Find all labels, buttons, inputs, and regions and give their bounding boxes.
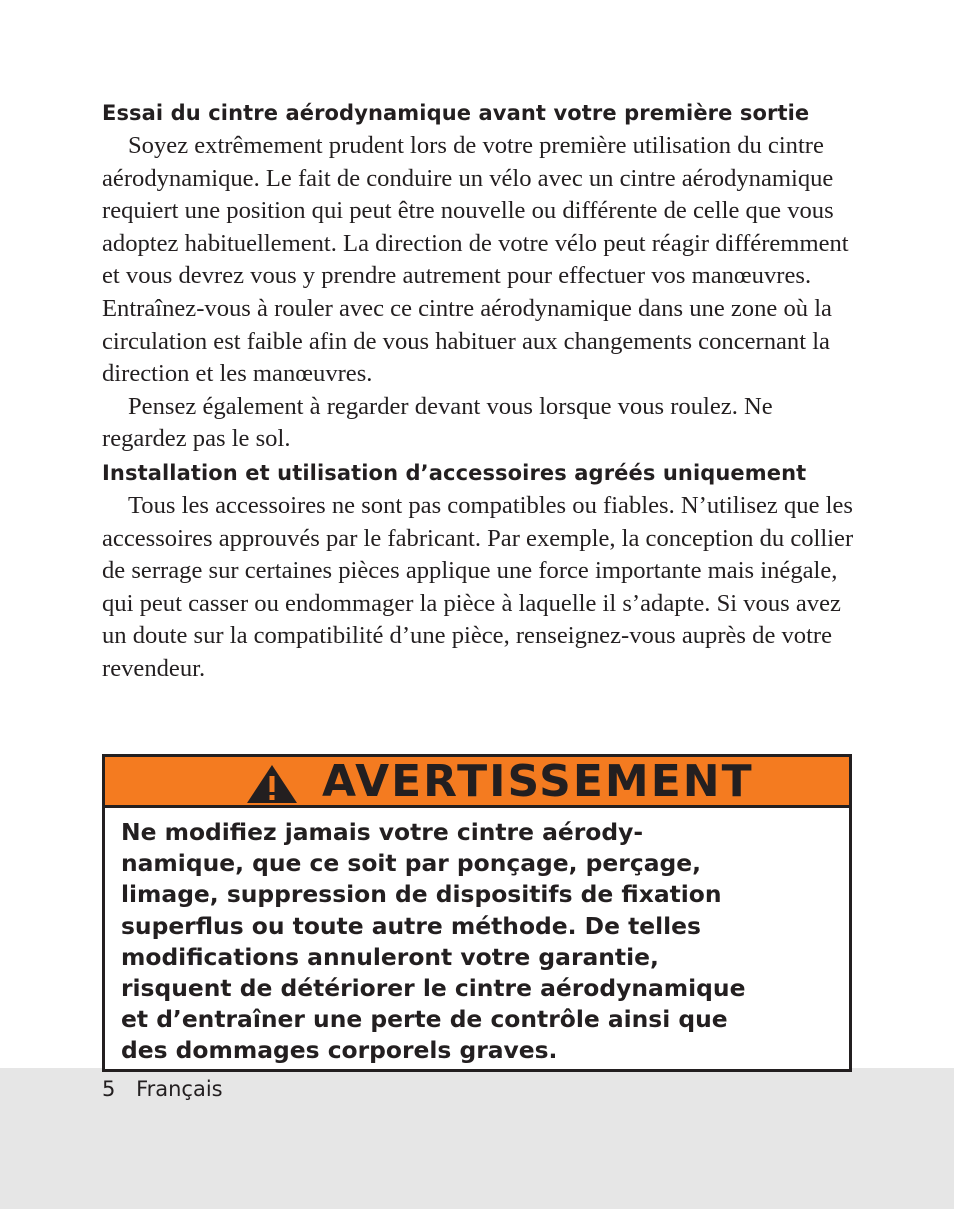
page-footer bbox=[102, 1074, 223, 1104]
warning-text bbox=[105, 808, 849, 1067]
paragraph: Tous les accessoires ne sont pas compatibles ou fiables. N’utilisez que les accessoires approuvés par le fabricant. Par exemple, la conception du collier de serrage sur certaines pièces applique une force importante mais inégale, qui peut casser ou endommager la pièce à laquelle il s’adapte. Si vous avez un doute sur la compatibilité d’une pièce, renseignez-vous auprès de votre revendeur. bbox=[102, 491, 854, 682]
paragraph: Soyez extrêmement prudent lors de votre première utilisation du cintre aérodynamique. Le fait de conduire un vélo avec un cintre aérodynamique requiert une position qui peut être nouvelle ou différente de celle que vous adoptez habituellement. La direction de votre vélo peut réagir différemment et vous devrez vous y prendre autrement pour effectuer vos manœuvres. Entraînez-vous à rouler avec ce cintre aérodynamique dans une zone où la circulation est faible afin de vous habituer aux changements concernant la direction et les manœuvres. bbox=[102, 132, 849, 388]
section-body bbox=[102, 130, 854, 456]
warning-line: et d’entraîner une perte de contrôle ainsi que bbox=[121, 1005, 728, 1034]
section-heading: Essai du cintre aérodynamique avant votre première sortie bbox=[102, 101, 810, 125]
warning-line: modifications annuleront votre garantie, bbox=[121, 942, 659, 971]
footer-language: Français bbox=[136, 1077, 223, 1101]
section-accessories bbox=[102, 456, 854, 686]
warning-line: risquent de détériorer le cintre aérodynamique bbox=[121, 974, 746, 1003]
warning-line: superflus ou toute autre méthode. De telles bbox=[121, 911, 701, 940]
page-content bbox=[102, 96, 854, 686]
warning-box bbox=[102, 754, 852, 1072]
warning-line: limage, suppression de dispositifs de fixation bbox=[121, 880, 722, 909]
page-number: 5 bbox=[102, 1077, 116, 1101]
section-aero-bar-test bbox=[102, 96, 854, 456]
warning-header bbox=[105, 757, 849, 808]
warning-line: des dommages corporels graves. bbox=[121, 1036, 558, 1065]
warning-triangle-icon bbox=[245, 763, 299, 805]
warning-line: namique, que ce soit par ponçage, perçage, bbox=[121, 849, 701, 878]
section-heading: Installation et utilisation d’accessoires agréés uniquement bbox=[102, 460, 807, 485]
paragraph: Pensez également à regarder devant vous lorsque vous roulez. Ne regardez pas le sol. bbox=[102, 392, 773, 453]
warning-title: AVERTISSEMENT bbox=[322, 756, 754, 807]
warning-line: Ne modifiez jamais votre cintre aérody- bbox=[121, 818, 644, 846]
section-body bbox=[102, 490, 854, 686]
